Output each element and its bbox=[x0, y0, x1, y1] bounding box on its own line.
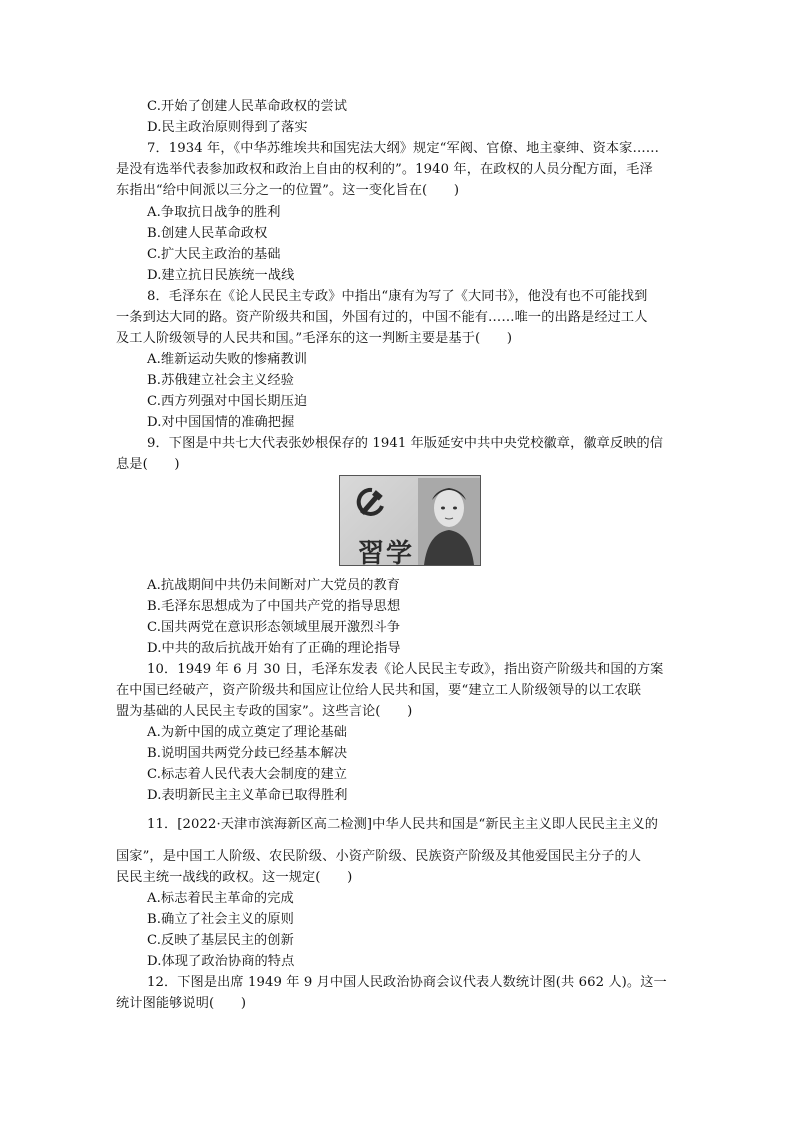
q9-option-d: D.中共的敌后抗战开始有了正确的理论指导 bbox=[147, 641, 401, 656]
q8-option-c: C.西方列强对中国长期压迫 bbox=[147, 394, 308, 409]
hammer-sickle-icon bbox=[352, 484, 388, 520]
q11-option-d: D.体现了政治协商的特点 bbox=[147, 954, 295, 969]
q8-option-d: D.对中国国情的准确把握 bbox=[147, 415, 295, 430]
q12-stem-line2: 统计图能够说明( ) bbox=[116, 996, 247, 1011]
q11-stem-line1: 11．[2022·天津市滨海新区高二检测]中华人民共和国是“新民主主义即人民民主主义的 bbox=[147, 817, 659, 832]
q8-option-a: A.维新运动失败的惨痛教训 bbox=[147, 352, 308, 367]
q10-stem-line1: 10．1949 年 6 月 30 日，毛泽东发表《论人民民主专政》，指出资产阶级共和国的方案 bbox=[147, 662, 664, 677]
q7-option-a: A.争取抗日战争的胜利 bbox=[147, 205, 281, 220]
q8-option-b: B.苏俄建立社会主义经验 bbox=[147, 373, 294, 388]
q7-stem-line1: 7．1934 年，《中华苏维埃共和国宪法大纲》规定“军阀、官僚、地主豪绅、资本家…… bbox=[147, 141, 660, 156]
q8-stem-line1: 8．毛泽东在《论人民民主专政》中指出“康有为写了《大同书》，他没有也不可能找到 bbox=[147, 289, 648, 304]
q9-option-a: A.抗战期间中共仍未间断对广大党员的教育 bbox=[147, 578, 401, 593]
q9-option-b: B.毛泽东思想成为了中国共产党的指导思想 bbox=[147, 599, 401, 614]
q6-option-d: D.民主政治原则得到了落实 bbox=[147, 120, 308, 135]
q10-option-c: C.标志着人民代表大会制度的建立 bbox=[147, 767, 348, 782]
q10-stem-line2: 在中国已经破产，资产阶级共和国应让位给人民共和国，要“建立工人阶级领导的以工农联 bbox=[116, 683, 642, 698]
q7-option-b: B.创建人民革命政权 bbox=[147, 226, 268, 241]
q7-option-d: D.建立抗日民族统一战线 bbox=[147, 268, 295, 283]
q10-option-a: A.为新中国的成立奠定了理论基础 bbox=[147, 725, 347, 740]
q8-stem-line2: 一条到达大同的路。资产阶级共和国，外国有过的，中国不能有……唯一的出路是经过工人 bbox=[116, 310, 648, 325]
q10-option-d: D.表明新民主主义革命已取得胜利 bbox=[147, 788, 348, 803]
q11-stem-line3: 民民主统一战线的政权。这一规定( ) bbox=[116, 870, 353, 885]
q11-option-b: B.确立了社会主义的原则 bbox=[147, 912, 294, 927]
badge-text: 習学 bbox=[358, 539, 415, 566]
q9-option-c: C.国共两党在意识形态领域里展开激烈斗争 bbox=[147, 620, 401, 635]
q9-stem-line2: 息是( ) bbox=[116, 457, 180, 472]
q11-option-c: C.反映了基层民主的创新 bbox=[147, 933, 294, 948]
portrait-image bbox=[418, 478, 480, 565]
q10-stem-line3: 盟为基础的人民民主专政的国家”。这些言论( ) bbox=[116, 704, 413, 719]
q11-stem-line2: 国家”，是中国工人阶级、农民阶级、小资产阶级、民族资产阶级及其他爱国民主分子的人 bbox=[116, 849, 642, 864]
party-school-badge-image bbox=[339, 475, 481, 566]
q8-stem-line3: 及工人阶级领导的人民共和国。”毛泽东的这一判断主要是基于( ) bbox=[116, 331, 513, 346]
q9-stem-line1: 9．下图是中共七大代表张妙根保存的 1941 年版延安中共中央党校徽章，徽章反映的信 bbox=[147, 436, 664, 451]
q7-option-c: C.扩大民主政治的基础 bbox=[147, 247, 281, 262]
q10-option-b: B.说明国共两党分歧已经基本解决 bbox=[147, 746, 348, 761]
q6-option-c: C.开始了创建人民革命政权的尝试 bbox=[147, 99, 348, 114]
q11-option-a: A.标志着民主革命的完成 bbox=[147, 891, 294, 906]
q7-stem-line3: 东指出“给中间派以三分之一的位置”。这一变化旨在( ) bbox=[116, 183, 460, 198]
q12-stem-line1: 12．下图是出席 1949 年 9 月中国人民政治协商会议代表人数统计图(共 662 人)。这一 bbox=[147, 975, 667, 990]
q7-stem-line2: 是没有选举代表参加政权和政治上自由的权利的”。1940 年，在政权的人员分配方面，毛泽 bbox=[116, 162, 653, 177]
